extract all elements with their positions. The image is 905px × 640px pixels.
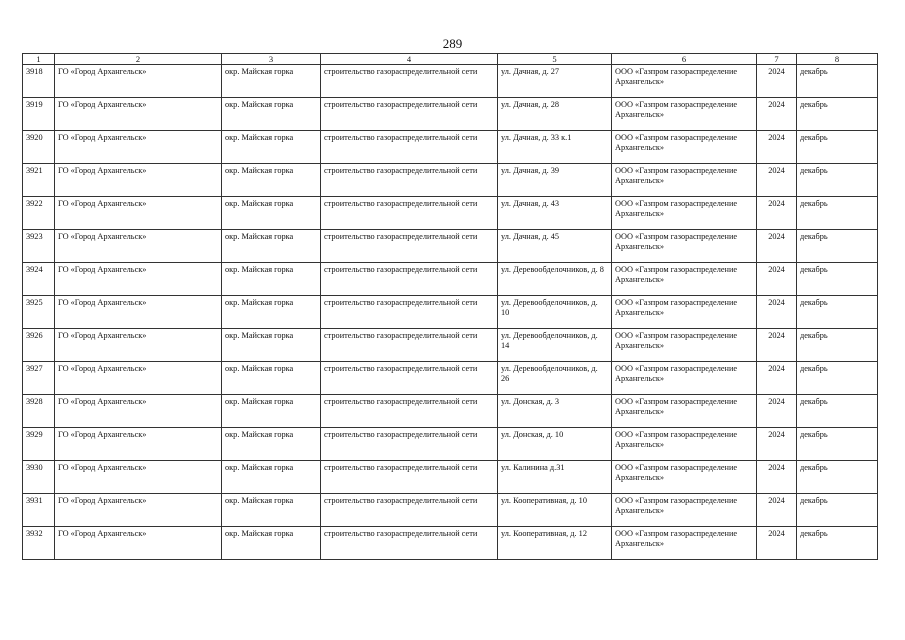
table-row	[23, 98, 878, 131]
table-row	[23, 329, 878, 362]
row-number-cell: 3922	[23, 197, 55, 230]
work-type-cell: строительство газораспределительной сети	[321, 296, 498, 329]
year-cell: 2024	[757, 197, 797, 230]
municipality-cell: ГО «Город Архангельск»	[55, 296, 222, 329]
address-cell: ул. Донская, д. 10	[498, 428, 612, 461]
district-cell: окр. Майская горка	[222, 263, 321, 296]
row-number-cell: 3920	[23, 131, 55, 164]
year-cell: 2024	[757, 362, 797, 395]
year-cell: 2024	[757, 131, 797, 164]
row-number-cell: 3932	[23, 527, 55, 560]
row-number-cell: 3919	[23, 98, 55, 131]
year-cell: 2024	[757, 527, 797, 560]
month-cell: декабрь	[797, 362, 878, 395]
column-number: 3	[222, 54, 321, 65]
work-type-cell: строительство газораспределительной сети	[321, 527, 498, 560]
table-row	[23, 65, 878, 98]
district-cell: окр. Майская горка	[222, 461, 321, 494]
organization-cell: ООО «Газпром газораспределение Архангельск»	[612, 494, 757, 527]
organization-cell: ООО «Газпром газораспределение Архангельск»	[612, 362, 757, 395]
row-number-cell: 3918	[23, 65, 55, 98]
year-cell: 2024	[757, 164, 797, 197]
document-table	[22, 53, 878, 560]
address-cell: ул. Дачная, д. 43	[498, 197, 612, 230]
organization-cell: ООО «Газпром газораспределение Архангельск»	[612, 65, 757, 98]
address-cell: ул. Дачная, д. 27	[498, 65, 612, 98]
table-row	[23, 164, 878, 197]
year-cell: 2024	[757, 494, 797, 527]
year-cell: 2024	[757, 461, 797, 494]
address-cell: ул. Деревообделочников, д. 8	[498, 263, 612, 296]
address-cell: ул. Деревообделочников, д. 26	[498, 362, 612, 395]
year-cell: 2024	[757, 98, 797, 131]
municipality-cell: ГО «Город Архангельск»	[55, 428, 222, 461]
municipality-cell: ГО «Город Архангельск»	[55, 65, 222, 98]
row-number-cell: 3931	[23, 494, 55, 527]
work-type-cell: строительство газораспределительной сети	[321, 428, 498, 461]
month-cell: декабрь	[797, 494, 878, 527]
table-row	[23, 494, 878, 527]
municipality-cell: ГО «Город Архангельск»	[55, 362, 222, 395]
row-number-cell: 3926	[23, 329, 55, 362]
month-cell: декабрь	[797, 164, 878, 197]
work-type-cell: строительство газораспределительной сети	[321, 230, 498, 263]
column-number: 1	[23, 54, 55, 65]
column-number: 7	[757, 54, 797, 65]
work-type-cell: строительство газораспределительной сети	[321, 263, 498, 296]
year-cell: 2024	[757, 230, 797, 263]
address-cell: ул. Дачная, д. 33 к.1	[498, 131, 612, 164]
row-number-cell: 3923	[23, 230, 55, 263]
district-cell: окр. Майская горка	[222, 197, 321, 230]
year-cell: 2024	[757, 329, 797, 362]
month-cell: декабрь	[797, 395, 878, 428]
year-cell: 2024	[757, 395, 797, 428]
month-cell: декабрь	[797, 131, 878, 164]
organization-cell: ООО «Газпром газораспределение Архангельск»	[612, 296, 757, 329]
month-cell: декабрь	[797, 197, 878, 230]
address-cell: ул. Кооперативная, д. 10	[498, 494, 612, 527]
column-number: 6	[612, 54, 757, 65]
organization-cell: ООО «Газпром газораспределение Архангельск»	[612, 197, 757, 230]
municipality-cell: ГО «Город Архангельск»	[55, 98, 222, 131]
district-cell: окр. Майская горка	[222, 362, 321, 395]
year-cell: 2024	[757, 428, 797, 461]
municipality-cell: ГО «Город Архангельск»	[55, 461, 222, 494]
organization-cell: ООО «Газпром газораспределение Архангельск»	[612, 230, 757, 263]
work-type-cell: строительство газораспределительной сети	[321, 494, 498, 527]
organization-cell: ООО «Газпром газораспределение Архангельск»	[612, 98, 757, 131]
work-type-cell: строительство газораспределительной сети	[321, 362, 498, 395]
work-type-cell: строительство газораспределительной сети	[321, 65, 498, 98]
address-cell: ул. Калинина д.31	[498, 461, 612, 494]
address-cell: ул. Кооперативная, д. 12	[498, 527, 612, 560]
work-type-cell: строительство газораспределительной сети	[321, 164, 498, 197]
municipality-cell: ГО «Город Архангельск»	[55, 197, 222, 230]
municipality-cell: ГО «Город Архангельск»	[55, 164, 222, 197]
month-cell: декабрь	[797, 65, 878, 98]
organization-cell: ООО «Газпром газораспределение Архангельск»	[612, 164, 757, 197]
month-cell: декабрь	[797, 296, 878, 329]
district-cell: окр. Майская горка	[222, 527, 321, 560]
row-number-cell: 3928	[23, 395, 55, 428]
address-cell: ул. Донская, д. 3	[498, 395, 612, 428]
table-row	[23, 395, 878, 428]
month-cell: декабрь	[797, 329, 878, 362]
row-number-cell: 3929	[23, 428, 55, 461]
column-number-row	[23, 54, 878, 65]
district-cell: окр. Майская горка	[222, 131, 321, 164]
address-cell: ул. Дачная, д. 28	[498, 98, 612, 131]
row-number-cell: 3930	[23, 461, 55, 494]
table-body	[23, 65, 878, 560]
month-cell: декабрь	[797, 230, 878, 263]
organization-cell: ООО «Газпром газораспределение Архангельск»	[612, 263, 757, 296]
organization-cell: ООО «Газпром газораспределение Архангельск»	[612, 428, 757, 461]
column-number: 4	[321, 54, 498, 65]
work-type-cell: строительство газораспределительной сети	[321, 461, 498, 494]
month-cell: декабрь	[797, 98, 878, 131]
table-row	[23, 263, 878, 296]
organization-cell: ООО «Газпром газораспределение Архангельск»	[612, 461, 757, 494]
month-cell: декабрь	[797, 428, 878, 461]
table-row	[23, 131, 878, 164]
municipality-cell: ГО «Город Архангельск»	[55, 527, 222, 560]
column-number: 2	[55, 54, 222, 65]
row-number-cell: 3925	[23, 296, 55, 329]
district-cell: окр. Майская горка	[222, 65, 321, 98]
municipality-cell: ГО «Город Архангельск»	[55, 230, 222, 263]
table-row	[23, 362, 878, 395]
address-cell: ул. Деревообделочников, д. 14	[498, 329, 612, 362]
table-row	[23, 527, 878, 560]
work-type-cell: строительство газораспределительной сети	[321, 131, 498, 164]
organization-cell: ООО «Газпром газораспределение Архангельск»	[612, 131, 757, 164]
municipality-cell: ГО «Город Архангельск»	[55, 329, 222, 362]
district-cell: окр. Майская горка	[222, 164, 321, 197]
municipality-cell: ГО «Город Архангельск»	[55, 131, 222, 164]
year-cell: 2024	[757, 263, 797, 296]
row-number-cell: 3924	[23, 263, 55, 296]
work-type-cell: строительство газораспределительной сети	[321, 98, 498, 131]
work-type-cell: строительство газораспределительной сети	[321, 197, 498, 230]
municipality-cell: ГО «Город Архангельск»	[55, 494, 222, 527]
district-cell: окр. Майская горка	[222, 395, 321, 428]
month-cell: декабрь	[797, 461, 878, 494]
address-cell: ул. Деревообделочников, д. 10	[498, 296, 612, 329]
column-number: 5	[498, 54, 612, 65]
organization-cell: ООО «Газпром газораспределение Архангельск»	[612, 329, 757, 362]
work-type-cell: строительство газораспределительной сети	[321, 395, 498, 428]
district-cell: окр. Майская горка	[222, 296, 321, 329]
district-cell: окр. Майская горка	[222, 428, 321, 461]
page-number: 289	[442, 36, 463, 51]
table-row	[23, 461, 878, 494]
row-number-cell: 3927	[23, 362, 55, 395]
column-number: 8	[797, 54, 878, 65]
year-cell: 2024	[757, 65, 797, 98]
month-cell: декабрь	[797, 263, 878, 296]
municipality-cell: ГО «Город Архангельск»	[55, 263, 222, 296]
table-row	[23, 296, 878, 329]
district-cell: окр. Майская горка	[222, 230, 321, 263]
address-cell: ул. Дачная, д. 39	[498, 164, 612, 197]
table-row	[23, 230, 878, 263]
row-number-cell: 3921	[23, 164, 55, 197]
district-cell: окр. Майская горка	[222, 329, 321, 362]
year-cell: 2024	[757, 296, 797, 329]
organization-cell: ООО «Газпром газораспределение Архангельск»	[612, 395, 757, 428]
address-cell: ул. Дачная, д. 45	[498, 230, 612, 263]
month-cell: декабрь	[797, 527, 878, 560]
district-cell: окр. Майская горка	[222, 494, 321, 527]
municipality-cell: ГО «Город Архангельск»	[55, 395, 222, 428]
work-type-cell: строительство газораспределительной сети	[321, 329, 498, 362]
organization-cell: ООО «Газпром газораспределение Архангельск»	[612, 527, 757, 560]
table-row	[23, 428, 878, 461]
table-row	[23, 197, 878, 230]
district-cell: окр. Майская горка	[222, 98, 321, 131]
